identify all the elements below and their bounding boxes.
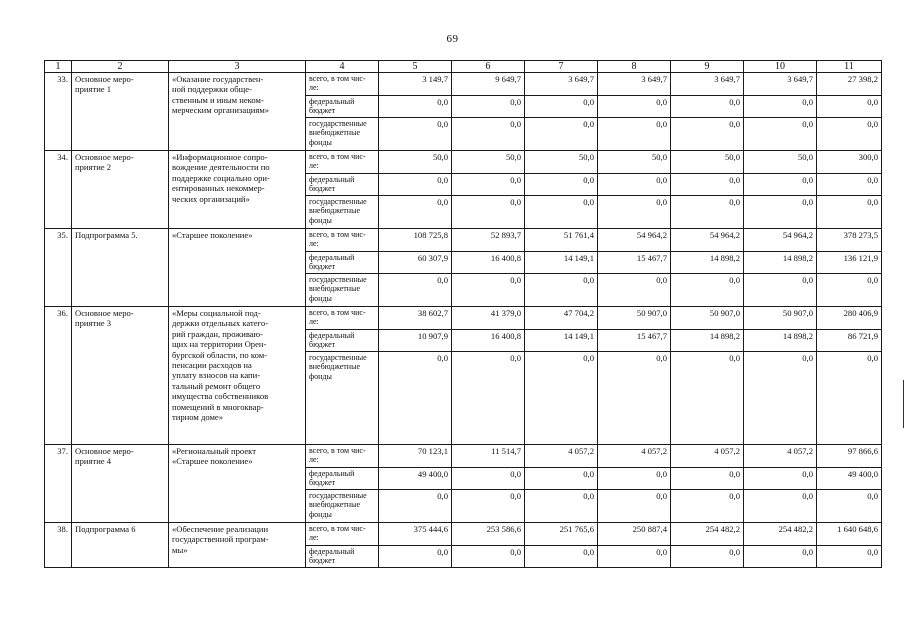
amount-cell: 27 398,2 [817, 73, 882, 96]
amount-cell: 0,0 [671, 96, 744, 118]
amount-cell: 14 898,2 [671, 330, 744, 352]
amount-cell: 300,0 [817, 151, 882, 174]
amount-cell: 50,0 [671, 151, 744, 174]
column-header: 11 [817, 61, 882, 73]
amount-cell: 0,0 [671, 174, 744, 196]
amount-cell: 0,0 [817, 274, 882, 307]
program-name: «Региональный проект «Старшее поколение» [169, 445, 306, 523]
amount-cell: 14 898,2 [744, 252, 817, 274]
amount-cell: 0,0 [452, 118, 525, 151]
column-header: 4 [306, 61, 379, 73]
amount-cell: 50,0 [452, 151, 525, 174]
amount-cell: 0,0 [744, 274, 817, 307]
amount-cell: 50 907,0 [744, 307, 817, 330]
row-number: 37. [45, 445, 72, 523]
amount-cell: 0,0 [671, 274, 744, 307]
amount-cell: 254 482,2 [744, 523, 817, 546]
program-type: Основное меро- приятие 1 [72, 73, 169, 151]
amount-cell: 50,0 [598, 151, 671, 174]
amount-cell: 0,0 [525, 96, 598, 118]
amount-cell: 0,0 [452, 352, 525, 445]
amount-cell: 0,0 [598, 174, 671, 196]
amount-cell: 86 721,9 [817, 330, 882, 352]
amount-cell: 0,0 [671, 468, 744, 490]
funding-source: федеральный бюджет [306, 96, 379, 118]
column-header: 9 [671, 61, 744, 73]
table-row [45, 229, 882, 252]
budget-table [44, 60, 882, 568]
amount-cell: 0,0 [744, 352, 817, 445]
amount-cell: 0,0 [452, 468, 525, 490]
amount-cell: 0,0 [525, 468, 598, 490]
amount-cell: 4 057,2 [671, 445, 744, 468]
amount-cell: 3 649,7 [744, 73, 817, 96]
row-number: 35. [45, 229, 72, 307]
amount-cell: 0,0 [744, 196, 817, 229]
amount-cell: 0,0 [379, 490, 452, 523]
amount-cell: 0,0 [598, 96, 671, 118]
amount-cell: 16 400,8 [452, 252, 525, 274]
row-number: 34. [45, 151, 72, 229]
amount-cell: 0,0 [379, 118, 452, 151]
program-type: Основное меро- приятие 2 [72, 151, 169, 229]
amount-cell: 0,0 [598, 274, 671, 307]
funding-source: государственные внебюджетные фонды [306, 490, 379, 523]
program-type: Основное меро- приятие 4 [72, 445, 169, 523]
amount-cell: 0,0 [525, 352, 598, 445]
amount-cell: 1 640 648,6 [817, 523, 882, 546]
program-type: Подпрограмма 6 [72, 523, 169, 568]
amount-cell: 0,0 [525, 546, 598, 568]
funding-source: всего, в том чис- ле: [306, 151, 379, 174]
amount-cell: 0,0 [671, 490, 744, 523]
amount-cell: 0,0 [379, 196, 452, 229]
amount-cell: 0,0 [379, 174, 452, 196]
amount-cell: 4 057,2 [744, 445, 817, 468]
amount-cell: 0,0 [452, 196, 525, 229]
funding-source: всего, в том чис- ле: [306, 523, 379, 546]
amount-cell: 50,0 [744, 151, 817, 174]
amount-cell: 50 907,0 [598, 307, 671, 330]
amount-cell: 41 379,0 [452, 307, 525, 330]
column-header: 10 [744, 61, 817, 73]
table-row [45, 445, 882, 468]
column-header: 8 [598, 61, 671, 73]
amount-cell: 15 467,7 [598, 330, 671, 352]
column-header: 1 [45, 61, 72, 73]
program-name: «Меры социальной под- держки отдельных катего- рий граждан, проживаю- щих на территории Орен- бургской области, по ком- пенсации расходов на уплату взносов на капи- тальный ремонт общего имущества собственников помещений в многоквар- тирном доме» [169, 307, 306, 445]
amount-cell: 0,0 [744, 468, 817, 490]
amount-cell: 51 761,4 [525, 229, 598, 252]
amount-cell: 3 649,7 [671, 73, 744, 96]
amount-cell: 0,0 [598, 546, 671, 568]
amount-cell: 0,0 [817, 352, 882, 445]
program-name: «Оказание государствен- ной поддержки обще- ственным и иным неком- мерческим организациям» [169, 73, 306, 151]
amount-cell: 0,0 [671, 118, 744, 151]
amount-cell: 0,0 [744, 118, 817, 151]
amount-cell: 0,0 [671, 196, 744, 229]
funding-source: федеральный бюджет [306, 330, 379, 352]
funding-source: федеральный бюджет [306, 546, 379, 568]
amount-cell: 52 893,7 [452, 229, 525, 252]
funding-source: государственные внебюджетные фонды [306, 118, 379, 151]
funding-source: государственные внебюджетные фонды [306, 274, 379, 307]
amount-cell: 0,0 [598, 468, 671, 490]
program-name: «Информационное сопро- вождение деятельности по поддержке социально ори- ентированных некоммер- ческих организаций» [169, 151, 306, 229]
amount-cell: 0,0 [598, 118, 671, 151]
amount-cell: 254 482,2 [671, 523, 744, 546]
amount-cell: 4 057,2 [598, 445, 671, 468]
amount-cell: 16 400,8 [452, 330, 525, 352]
amount-cell: 4 057,2 [525, 445, 598, 468]
amount-cell: 47 704,2 [525, 307, 598, 330]
funding-source: государственные внебюджетные фонды [306, 196, 379, 229]
funding-source: всего, в том чис- ле: [306, 445, 379, 468]
amount-cell: 250 887,4 [598, 523, 671, 546]
program-type: Основное меро- приятие 3 [72, 307, 169, 445]
amount-cell: 0,0 [379, 96, 452, 118]
amount-cell: 0,0 [817, 196, 882, 229]
funding-source: государственные внебюджетные фонды [306, 352, 379, 445]
amount-cell: 0,0 [525, 118, 598, 151]
amount-cell: 375 444,6 [379, 523, 452, 546]
amount-cell: 3 649,7 [598, 73, 671, 96]
amount-cell: 0,0 [598, 352, 671, 445]
amount-cell: 38 602,7 [379, 307, 452, 330]
amount-cell: 14 149,1 [525, 252, 598, 274]
amount-cell: 10 907,9 [379, 330, 452, 352]
funding-source: всего, в том чис- ле: [306, 73, 379, 96]
column-number-row [45, 61, 882, 73]
amount-cell: 0,0 [452, 96, 525, 118]
amount-cell: 0,0 [452, 490, 525, 523]
amount-cell: 0,0 [452, 174, 525, 196]
amount-cell: 0,0 [817, 174, 882, 196]
amount-cell: 0,0 [817, 546, 882, 568]
amount-cell: 0,0 [744, 546, 817, 568]
amount-cell: 15 467,7 [598, 252, 671, 274]
amount-cell: 0,0 [671, 352, 744, 445]
column-header: 2 [72, 61, 169, 73]
amount-cell: 50 907,0 [671, 307, 744, 330]
amount-cell: 49 400,0 [817, 468, 882, 490]
amount-cell: 49 400,0 [379, 468, 452, 490]
amount-cell: 0,0 [598, 490, 671, 523]
table-row [45, 307, 882, 330]
column-header: 5 [379, 61, 452, 73]
amount-cell: 280 406,9 [817, 307, 882, 330]
amount-cell: 0,0 [744, 96, 817, 118]
amount-cell: 0,0 [452, 546, 525, 568]
amount-cell: 0,0 [817, 490, 882, 523]
amount-cell: 0,0 [817, 96, 882, 118]
amount-cell: 251 765,6 [525, 523, 598, 546]
amount-cell: 50,0 [379, 151, 452, 174]
amount-cell: 11 514,7 [452, 445, 525, 468]
row-number: 33. [45, 73, 72, 151]
table-row [45, 151, 882, 174]
table-row [45, 73, 882, 96]
amount-cell: 0,0 [525, 490, 598, 523]
amount-cell: 0,0 [525, 274, 598, 307]
program-name: «Обеспечение реализации государственной програм- мы» [169, 523, 306, 568]
amount-cell: 50,0 [525, 151, 598, 174]
amount-cell: 0,0 [598, 196, 671, 229]
amount-cell: 0,0 [379, 274, 452, 307]
amount-cell: 0,0 [744, 490, 817, 523]
amount-cell: 0,0 [452, 274, 525, 307]
column-header: 7 [525, 61, 598, 73]
amount-cell: 0,0 [525, 196, 598, 229]
column-header: 3 [169, 61, 306, 73]
amount-cell: 14 898,2 [671, 252, 744, 274]
amount-cell: 54 964,2 [598, 229, 671, 252]
amount-cell: 54 964,2 [744, 229, 817, 252]
program-name: «Старшее поколение» [169, 229, 306, 307]
amount-cell: 70 123,1 [379, 445, 452, 468]
funding-source: федеральный бюджет [306, 468, 379, 490]
row-number: 36. [45, 307, 72, 445]
amount-cell: 0,0 [744, 174, 817, 196]
page-number: 69 [446, 33, 459, 45]
amount-cell: 0,0 [817, 118, 882, 151]
row-number: 38. [45, 523, 72, 568]
funding-source: всего, в том чис- ле: [306, 229, 379, 252]
amount-cell: 3 649,7 [525, 73, 598, 96]
funding-source: всего, в том чис- ле: [306, 307, 379, 330]
amount-cell: 0,0 [525, 174, 598, 196]
amount-cell: 3 149,7 [379, 73, 452, 96]
amount-cell: 97 866,6 [817, 445, 882, 468]
amount-cell: 378 273,5 [817, 229, 882, 252]
scan-edge-mark [903, 380, 904, 428]
program-type: Подпрограмма 5. [72, 229, 169, 307]
amount-cell: 136 121,9 [817, 252, 882, 274]
amount-cell: 14 149,1 [525, 330, 598, 352]
amount-cell: 14 898,2 [744, 330, 817, 352]
amount-cell: 0,0 [671, 546, 744, 568]
column-header: 6 [452, 61, 525, 73]
amount-cell: 0,0 [379, 546, 452, 568]
amount-cell: 60 307,9 [379, 252, 452, 274]
amount-cell: 54 964,2 [671, 229, 744, 252]
table-row [45, 523, 882, 546]
amount-cell: 9 649,7 [452, 73, 525, 96]
amount-cell: 253 586,6 [452, 523, 525, 546]
amount-cell: 108 725,8 [379, 229, 452, 252]
amount-cell: 0,0 [379, 352, 452, 445]
funding-source: федеральный бюджет [306, 252, 379, 274]
funding-source: федеральный бюджет [306, 174, 379, 196]
